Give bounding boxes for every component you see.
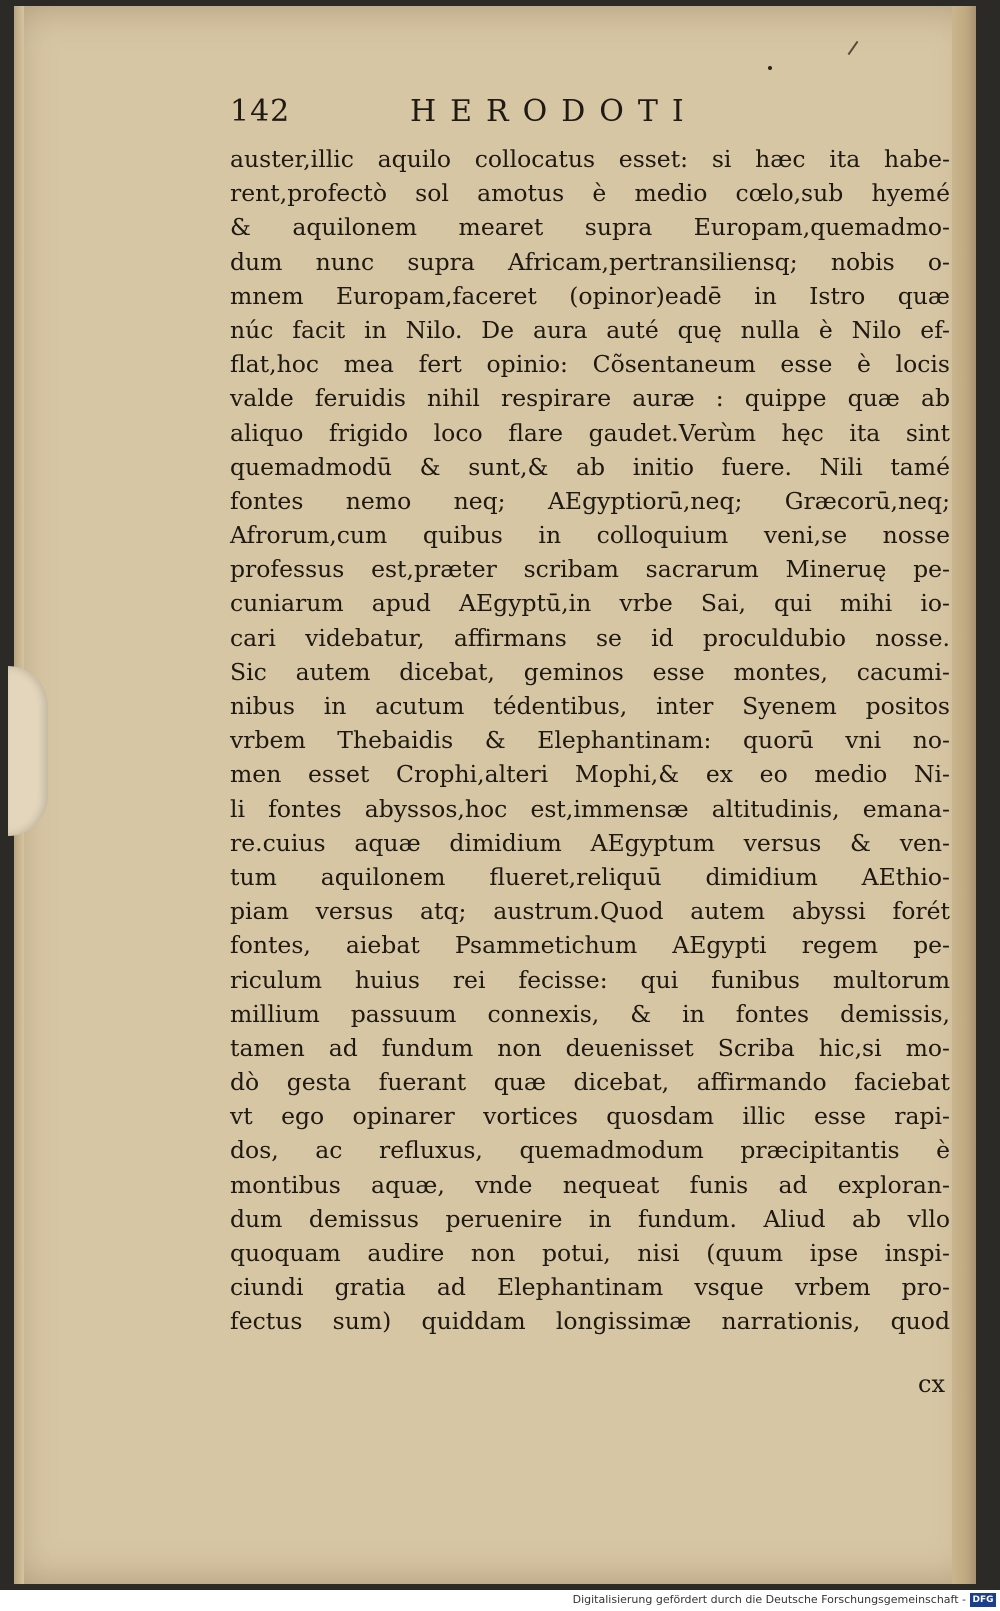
- page-fore-edge: [952, 6, 976, 1584]
- ink-dot: [768, 66, 772, 70]
- text-line: fontes nemo neq; AEgyptiorū,neq; Græcorū,neq;: [230, 486, 950, 515]
- body-text: [230, 142, 950, 1339]
- text-line: mnem Europam,faceret (opinor)eadē in Istro quæ: [230, 281, 950, 310]
- text-line: li fontes abyssos,hoc est,immensæ altitudinis, emana-: [230, 794, 950, 823]
- text-line: Afrorum,cum quibus in colloquium veni,se nosse: [230, 521, 950, 550]
- text-line: tum aquilonem flueret,reliquū dimidium AEthio-: [230, 862, 950, 891]
- text-line: núc facit in Nilo. De aura auté quę nulla è Nilo ef-: [230, 315, 950, 344]
- text-line: dum nunc supra Africam,pertransiliensq; nobis o-: [230, 247, 950, 276]
- text-line: auster,illic aquilo collocatus esset: si hæc ita habe-: [230, 145, 950, 173]
- text-line: re.cuius aquæ dimidium AEgyptum versus & ven-: [230, 828, 950, 857]
- text-line: millium passuum connexis, & in fontes demissis,: [230, 999, 950, 1028]
- text-line: Sic autem dicebat, geminos esse montes, cacumi-: [230, 657, 950, 686]
- book-page: [14, 6, 976, 1584]
- text-line: cari videbatur, affirmans se id proculdubio nosse.: [230, 623, 950, 652]
- text-line: dò gesta fuerant quæ dicebat, affirmando faciebat: [230, 1068, 950, 1097]
- text-line: dos, ac refluxus, quemadmodum præcipitantis è: [230, 1136, 950, 1165]
- text-line: flat,hoc mea fert opinio: Cõsentaneum esse è locis: [230, 350, 950, 379]
- text-line: professus est,præter scribam sacrarum Mineruę pe-: [230, 555, 950, 584]
- catchword: cx: [918, 1370, 945, 1398]
- text-line: quemadmodū & sunt,& ab initio fuere. Nili tamé: [230, 452, 950, 481]
- page-number: 142: [230, 94, 291, 129]
- page-clip-mark: [8, 666, 48, 836]
- text-line: fectus sum) quiddam longissimæ narrationis, quod: [230, 1307, 950, 1336]
- footer-credit: Digitalisierung gefördert durch die Deutsche Forschungsgemeinschaft -: [572, 1593, 966, 1606]
- text-line: rent,profectò sol amotus è medio cœlo,sub hyemé: [230, 179, 950, 208]
- text-line: fontes, aiebat Psammetichum AEgypti regem pe-: [230, 931, 950, 960]
- footer-bar: [0, 1590, 1000, 1611]
- text-line: tamen ad fundum non deuenisset Scriba hic,si mo-: [230, 1033, 950, 1062]
- page-header: [230, 94, 970, 134]
- text-line: vrbem Thebaidis & Elephantinam: quorū vni no-: [230, 726, 950, 755]
- ink-mark: [848, 41, 859, 55]
- text-line: vt ego opinarer vortices quosdam illic esse rapi-: [230, 1102, 950, 1131]
- running-title: HERODOTI: [410, 94, 698, 129]
- text-line: & aquilonem mearet supra Europam,quemadmo-: [230, 213, 950, 242]
- text-line: men esset Crophi,alteri Mophi,& ex eo medio Ni-: [230, 760, 950, 789]
- text-line: cuniarum apud AEgyptū,in vrbe Sai, qui mihi io-: [230, 589, 950, 618]
- text-line: valde feruidis nihil respirare auræ : quippe quæ ab: [230, 384, 950, 413]
- text-line: dum demissus peruenire in fundum. Aliud ab vllo: [230, 1204, 950, 1233]
- text-line: montibus aquæ, vnde nequeat funis ad exploran-: [230, 1170, 950, 1199]
- text-line: quoquam audire non potui, nisi (quum ipse inspi-: [230, 1239, 950, 1267]
- text-line: piam versus atq; austrum.Quod autem abyssi forét: [230, 897, 950, 926]
- text-line: nibus in acutum tédentibus, inter Syenem positos: [230, 692, 950, 720]
- text-line: ciundi gratia ad Elephantinam vsque vrbem pro-: [230, 1273, 950, 1302]
- text-line: aliquo frigido loco flare gaudet.Verùm hęc ita sint: [230, 418, 950, 447]
- text-line: riculum huius rei fecisse: qui funibus multorum: [230, 965, 950, 994]
- dfg-logo: DFG: [970, 1593, 996, 1607]
